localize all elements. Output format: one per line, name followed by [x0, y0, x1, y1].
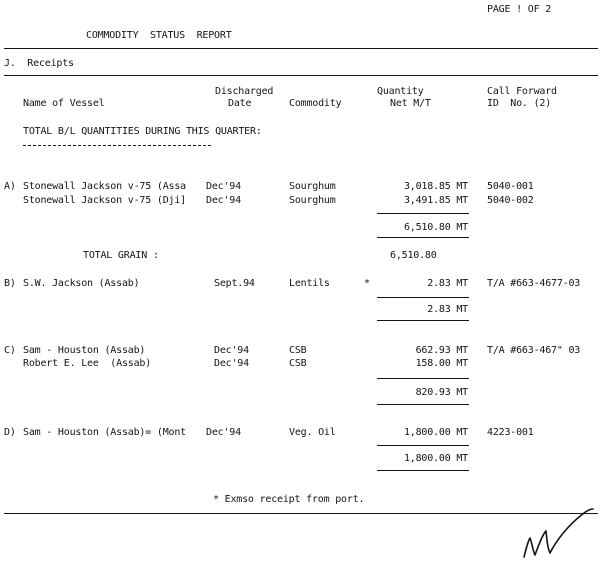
- group-letter: C): [4, 345, 16, 356]
- call-forward-id: 5040-001: [487, 181, 534, 192]
- subtotal-rule: [377, 404, 469, 405]
- commodity: Sourghum: [289, 181, 336, 192]
- group-letter: A): [4, 181, 16, 192]
- header-call-forward: Call Forward: [487, 86, 557, 97]
- discharge-date: Dec'94: [206, 427, 241, 438]
- vessel-name: Stonewall Jackson v-75 (Dji]: [23, 195, 186, 206]
- header-date: Date: [228, 98, 252, 109]
- subtotal-rule: [377, 237, 469, 238]
- total-grain-label: TOTAL GRAIN :: [83, 250, 159, 261]
- header-vessel: Name of Vessel: [23, 98, 105, 109]
- discharge-date: Sept.94: [214, 278, 255, 289]
- section-rule: [4, 75, 598, 76]
- call-forward-id: 4223-001: [487, 427, 534, 438]
- discharge-date: Dec'94: [206, 195, 241, 206]
- footer-rule: [4, 513, 598, 514]
- call-forward-id: 5040-002: [487, 195, 534, 206]
- discharge-date: Dec'94: [206, 181, 241, 192]
- footnote: * Exmso receipt from port.: [213, 494, 365, 505]
- title-rule: [4, 48, 598, 49]
- report-title: COMMODITY STATUS REPORT: [86, 30, 232, 41]
- commodity: CSB: [289, 358, 307, 369]
- call-forward-id: T/A #663-4677-03: [487, 278, 581, 289]
- header-discharged: Discharged: [215, 86, 274, 97]
- quantity: 662.93 MT: [415, 345, 468, 356]
- commodity: Sourghum: [289, 195, 336, 206]
- vessel-name: S.W. Jackson (Assab): [23, 278, 140, 289]
- footnote-marker: *: [364, 278, 370, 289]
- discharge-date: Dec'94: [214, 345, 249, 356]
- subtotal: 1,800.00 MT: [403, 453, 468, 464]
- header-quantity: Quantity: [377, 86, 424, 97]
- subtotal-rule: [377, 445, 469, 446]
- subtotal-rule: [377, 213, 469, 214]
- group-letter: B): [4, 278, 16, 289]
- quantity: 2.83 MT: [427, 278, 468, 289]
- group-letter: D): [4, 427, 16, 438]
- quantity: 158.00 MT: [415, 358, 468, 369]
- handwritten-initials: [520, 505, 595, 563]
- subtotal: 820.93 MT: [415, 387, 468, 398]
- page-number: PAGE ! OF 2: [487, 4, 552, 15]
- subtotal: 6,510.80 MT: [403, 222, 468, 233]
- quantity: 3,018.85 MT: [403, 181, 468, 192]
- subtotal-rule: [377, 470, 469, 471]
- header-net-mt: Net M/T: [390, 98, 431, 109]
- commodity: CSB: [289, 345, 307, 356]
- subtotal-rule: [377, 297, 469, 298]
- call-forward-id: T/A #663-467" 03: [487, 345, 581, 356]
- commodity: Lentils: [289, 278, 330, 289]
- commodity: Veg. Oil: [289, 427, 336, 438]
- vessel-name: Sam - Houston (Assab)= (Mont: [23, 427, 186, 438]
- total-grain-value: 6,510.80: [390, 250, 437, 261]
- discharge-date: Dec'94: [214, 358, 249, 369]
- subtotal-rule: [377, 378, 469, 379]
- subtotal-rule: [377, 320, 469, 321]
- vessel-name: Robert E. Lee (Assab): [23, 358, 152, 369]
- section-heading: J. Receipts: [4, 58, 74, 69]
- total-bl-underline: [23, 145, 211, 146]
- vessel-name: Stonewall Jackson v-75 (Assa: [23, 181, 186, 192]
- quantity: 1,800.00 MT: [403, 427, 468, 438]
- total-bl-heading: TOTAL B/L QUANTITIES DURING THIS QUARTER:: [23, 126, 262, 137]
- header-commodity: Commodity: [289, 98, 342, 109]
- subtotal: 2.83 MT: [427, 304, 468, 315]
- vessel-name: Sam - Houston (Assab): [23, 345, 146, 356]
- quantity: 3,491.85 MT: [403, 195, 468, 206]
- header-id-no: ID No. (2): [487, 98, 552, 109]
